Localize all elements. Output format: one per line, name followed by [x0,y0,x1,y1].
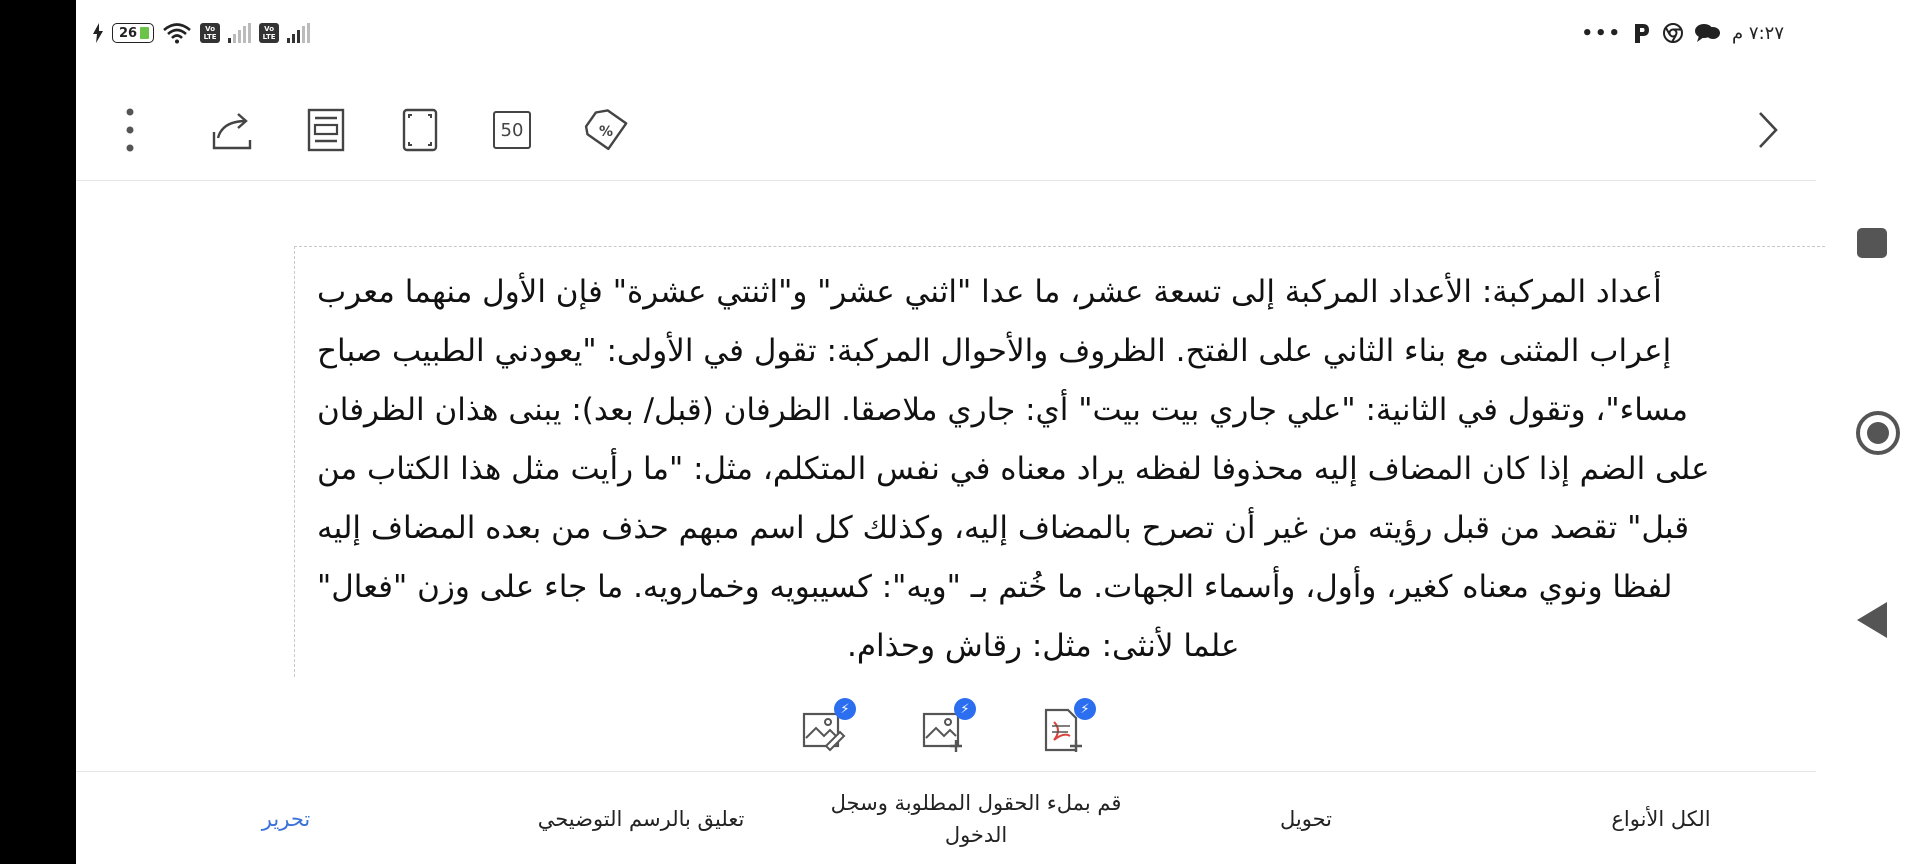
tab-fill-sign-label-line1: قم بملء الحقول المطلوبة وسجل [830,790,1122,815]
discount-tag-button[interactable] [578,102,634,158]
document-line: إعراب المثنى مع بناء الثاني على الفتح. الظروف والأحوال المركبة: تقول في الأولى: "يعودني الطبيب صباح [317,333,1672,369]
share-icon [210,108,254,152]
document-text [317,263,1825,676]
document-line: مساء"، وتقول في الثانية: "علي جاري بيت بيت" أي: جاري ملاصقا. الظرفان (قبل/ بعد): يبنى هذان الظرفان [317,392,1688,428]
signal-strength-icon [228,23,251,43]
overflow-dots: ••• [1581,22,1623,44]
charging-icon [92,23,104,43]
add-image-button[interactable] [920,700,976,756]
document-line: أعداد المركبة: الأعداد المركبة إلى تسعة عشر، ما عدا "اثني عشر" و"اثنتي عشرة" فإن الأول منهما معرب [317,274,1662,310]
volte-icon: Vo LTE [259,23,279,43]
clock: ٧:٢٧ م [1732,22,1784,44]
tab-annotate-label: تعليق بالرسم التوضيحي [537,806,745,831]
fullscreen-icon [402,108,438,152]
tab-fill-sign-label-line2: الدخول [944,822,1008,847]
document-toolbar [76,80,1816,181]
tab-annotate[interactable] [476,772,806,865]
ai-badge-icon: ⚡ [954,698,976,720]
more-options-button[interactable] [102,102,158,158]
bottom-nav [76,771,1816,865]
back-button[interactable] [1855,600,1889,644]
document-line: لفظا ونوي معناه كغير، وأول، وأسماء الجهات. ما خُتم بـ "ويه": كسيبويه وخمارويه. ما جاء على وزن "فعال" [317,569,1673,605]
back-triangle-icon [1855,600,1889,640]
tab-all-types-label: الكل الأنواع [1611,806,1711,831]
ai-badge-icon: ⚡ [834,698,856,720]
left-black-bezel [0,0,76,864]
edit-image-button[interactable] [800,700,856,756]
discount-tag-icon [583,107,629,153]
chrome-icon [1662,22,1684,44]
recent-apps-button[interactable] [1855,226,1889,264]
battery-level: 26 [119,25,138,41]
tab-edit-label: تحرير [261,806,311,831]
tab-edit[interactable] [186,772,386,865]
square-icon [1855,226,1889,260]
wifi-icon [162,22,192,44]
tab-convert-label: تحويل [1280,806,1332,831]
page-number: 50 [500,119,524,141]
share-button[interactable] [204,102,260,158]
document-line: علما لأنثى: مثل: رقاش وحذام. [847,628,1240,664]
fullscreen-button[interactable] [392,102,448,158]
svg-text:%: % [598,124,614,140]
home-button[interactable] [1855,410,1901,460]
tab-all-types[interactable] [1536,772,1786,865]
status-indicators [92,22,310,44]
page-layout-icon [307,108,345,152]
battery-icon [112,23,154,43]
parking-app-icon [1632,22,1652,44]
status-right-cluster [1582,22,1784,44]
page-layout-button[interactable] [298,102,354,158]
add-pdf-button[interactable] [1040,700,1096,756]
page-number-button[interactable] [484,102,540,158]
status-bar [76,0,1816,75]
more-vertical-icon [125,107,135,153]
floating-tools [800,700,1100,760]
tab-convert[interactable] [1206,772,1406,865]
chat-bubbles-icon [1694,22,1722,44]
home-circle-icon [1855,410,1901,456]
page-number-icon [493,111,531,149]
tab-fill-sign[interactable] [796,772,1156,865]
ai-badge-icon: ⚡ [1074,698,1096,720]
signal-strength-icon [287,23,310,43]
volte-icon: Vo LTE [200,23,220,43]
document-line: على الضم إذا كان المضاف إليه محذوفا لفظه يراد معناه في نفس المتكلم، مثل: "ما رأيت مثل هذا الكتاب من [317,451,1710,487]
document-line: قبل" تقصد من قبل رؤيته من غير أن تصرح بالمضاف إليه، وكذلك كل اسم مبهم حذف من بعده المضاف إليه [317,510,1690,546]
next-page-button[interactable] [1740,102,1796,158]
document-page[interactable] [294,246,1825,677]
chevron-right-icon [1756,109,1780,151]
